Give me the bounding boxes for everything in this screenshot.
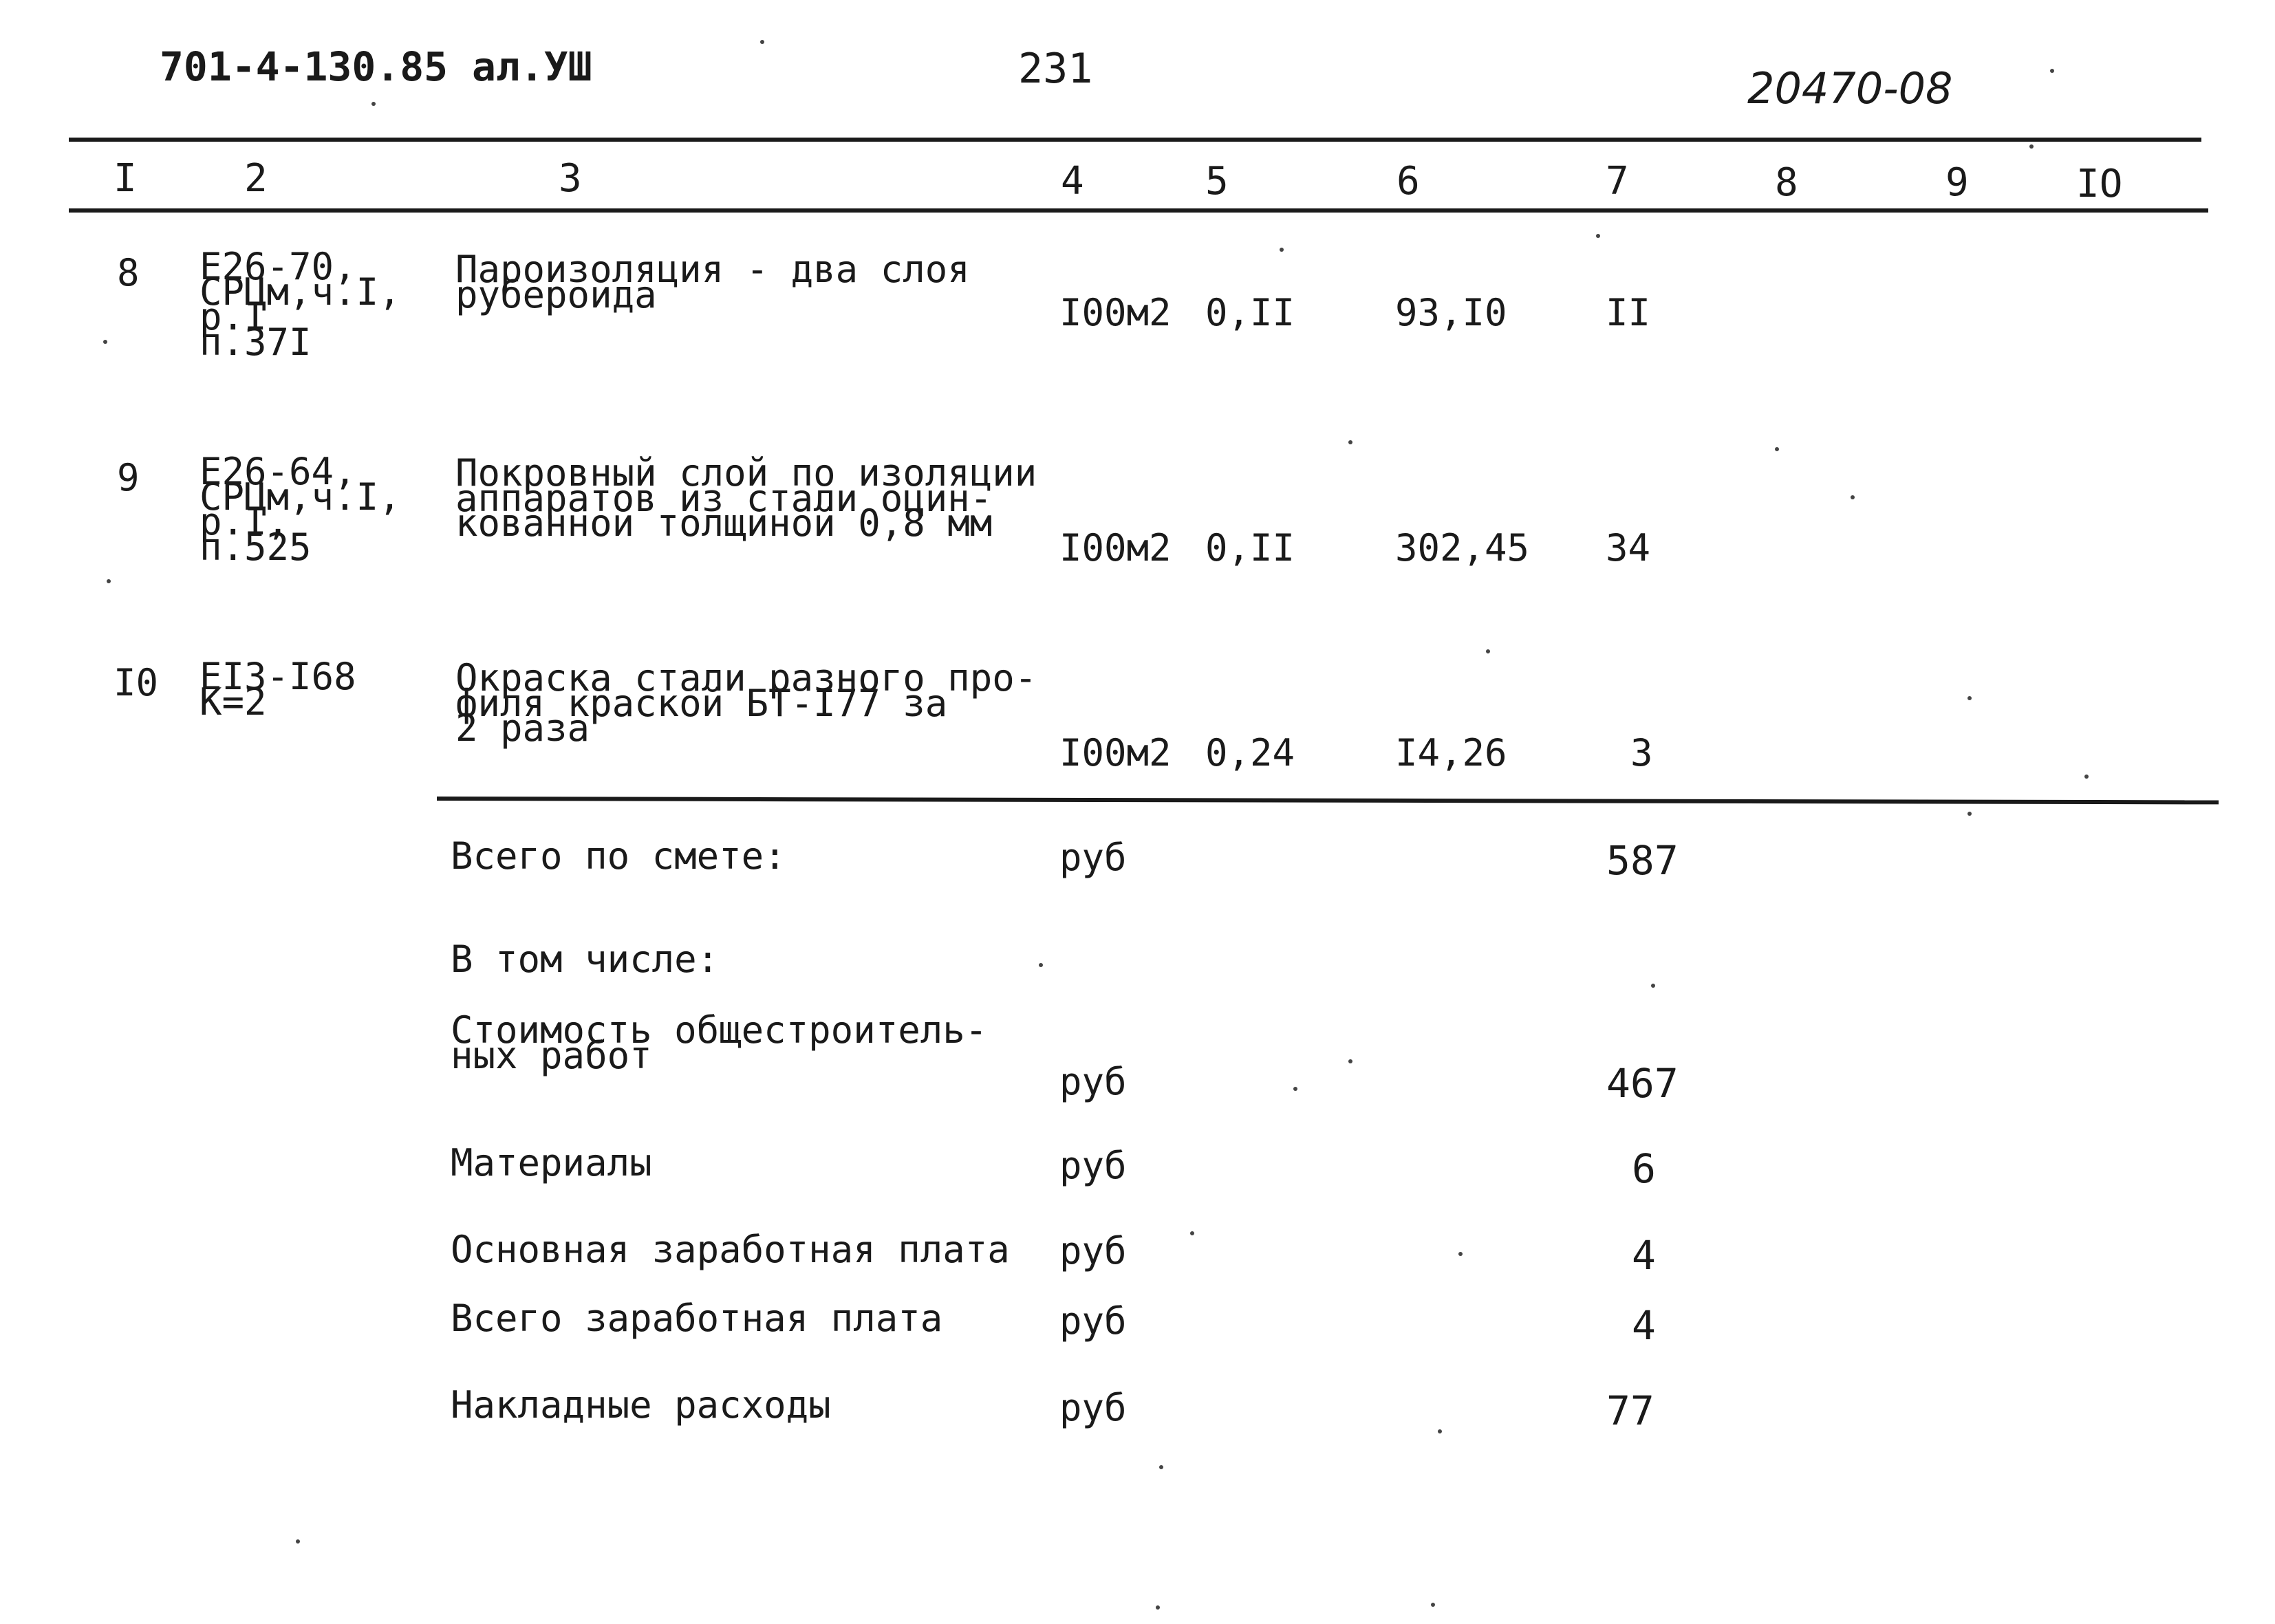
- summary-label: Всего по смете:: [451, 834, 786, 878]
- summary-value: 77: [1606, 1387, 1654, 1434]
- summary-label: Всего заработная плата: [451, 1297, 943, 1340]
- page-number: 231: [1018, 45, 1093, 93]
- scan-speck: [1775, 447, 1779, 451]
- summary-value: 467: [1606, 1060, 1679, 1107]
- document-code: 701-4-130.85 ал.УШ: [160, 43, 592, 90]
- total-cost: II: [1606, 291, 1651, 334]
- work-description: Пароизоляция - два слоя рубероида: [455, 248, 970, 316]
- total-separator-rule: [437, 797, 2219, 804]
- unit-price: I4,26: [1395, 731, 1507, 775]
- work-description: Покровный слой по изоляции аппаратов из стали оцин- кованной толщиной 0,8 мм: [455, 451, 1037, 545]
- summary-value: 6: [1632, 1145, 1656, 1192]
- total-cost: 34: [1606, 526, 1651, 570]
- quantity: 0,24: [1205, 731, 1295, 775]
- scan-speck: [1431, 1603, 1435, 1607]
- summary-unit: руб: [1059, 1144, 1127, 1187]
- scan-speck: [1159, 1465, 1163, 1469]
- table-top-rule: [69, 138, 2201, 142]
- scan-speck: [1458, 1252, 1463, 1256]
- norm-code: Е26-64, СРЦм,ч.I, р.I, п.525: [200, 450, 401, 570]
- unit-of-measure: I00м2: [1059, 291, 1172, 334]
- column-header-7: 7: [1606, 159, 1629, 204]
- scan-speck: [760, 40, 764, 44]
- handwritten-reference: 20470-08: [1747, 63, 1953, 113]
- summary-label: Стоимость общестроитель- ных работ: [451, 1008, 988, 1077]
- summary-unit: руб: [1059, 1386, 1127, 1429]
- summary-value: 4: [1632, 1302, 1656, 1349]
- scan-speck: [1190, 1231, 1194, 1235]
- scan-speck: [1348, 440, 1352, 444]
- column-header-rule: [69, 208, 2208, 213]
- scan-speck: [107, 579, 111, 583]
- summary-label: Материалы: [451, 1141, 652, 1184]
- row-number: 8: [117, 251, 140, 294]
- unit-price: 302,45: [1395, 526, 1530, 570]
- summary-label: Накладные расходы: [451, 1383, 831, 1427]
- quantity: 0,II: [1205, 526, 1295, 570]
- summary-unit: руб: [1059, 1299, 1127, 1343]
- scan-speck: [103, 340, 107, 344]
- column-header-1: I: [114, 156, 137, 201]
- scan-speck: [1156, 1605, 1160, 1610]
- total-cost: 3: [1630, 731, 1653, 775]
- scan-speck: [1967, 696, 1972, 700]
- scan-speck: [371, 102, 376, 106]
- column-header-8: 8: [1775, 160, 1798, 205]
- scan-speck: [1486, 649, 1490, 653]
- column-header-9: 9: [1945, 160, 1969, 205]
- scan-speck: [1651, 984, 1655, 988]
- work-description: Окраска стали разного про- филя краской БТ-I77 за 2 раза: [455, 656, 1037, 750]
- scan-speck: [296, 1539, 300, 1544]
- summary-label: В том числе:: [451, 938, 720, 981]
- summary-value: 4: [1632, 1232, 1656, 1279]
- scan-speck: [2084, 775, 2089, 779]
- column-header-6: 6: [1397, 159, 1420, 204]
- scan-speck: [1039, 963, 1043, 967]
- column-header-10: IO: [2076, 162, 2123, 206]
- unit-price: 93,I0: [1395, 291, 1507, 334]
- norm-code: ЕI3-I68 К=2: [200, 655, 356, 724]
- quantity: 0,II: [1205, 291, 1295, 334]
- scan-speck: [1293, 1087, 1297, 1091]
- scan-speck: [2050, 69, 2054, 73]
- scan-speck: [1967, 812, 1972, 816]
- scan-speck: [1596, 234, 1600, 238]
- column-header-2: 2: [244, 156, 268, 201]
- scan-speck: [1438, 1429, 1442, 1433]
- norm-code: Е26-70, СРЦм,ч.I, р.I п.37I: [200, 245, 401, 365]
- column-header-4: 4: [1061, 159, 1084, 204]
- column-header-5: 5: [1205, 159, 1229, 204]
- unit-of-measure: I00м2: [1059, 731, 1172, 775]
- summary-label: Основная заработная плата: [451, 1228, 1010, 1271]
- scan-speck: [1348, 1059, 1352, 1063]
- scan-speck: [2029, 144, 2034, 149]
- unit-of-measure: I00м2: [1059, 526, 1172, 570]
- row-number: I0: [114, 661, 159, 704]
- row-number: 9: [117, 456, 140, 499]
- scan-speck: [1851, 495, 1855, 499]
- summary-unit: руб: [1059, 1060, 1127, 1103]
- summary-unit: руб: [1059, 1229, 1127, 1273]
- summary-value: 587: [1606, 837, 1679, 884]
- summary-unit: руб: [1059, 836, 1127, 879]
- column-header-3: 3: [559, 156, 582, 201]
- scan-speck: [1280, 248, 1284, 252]
